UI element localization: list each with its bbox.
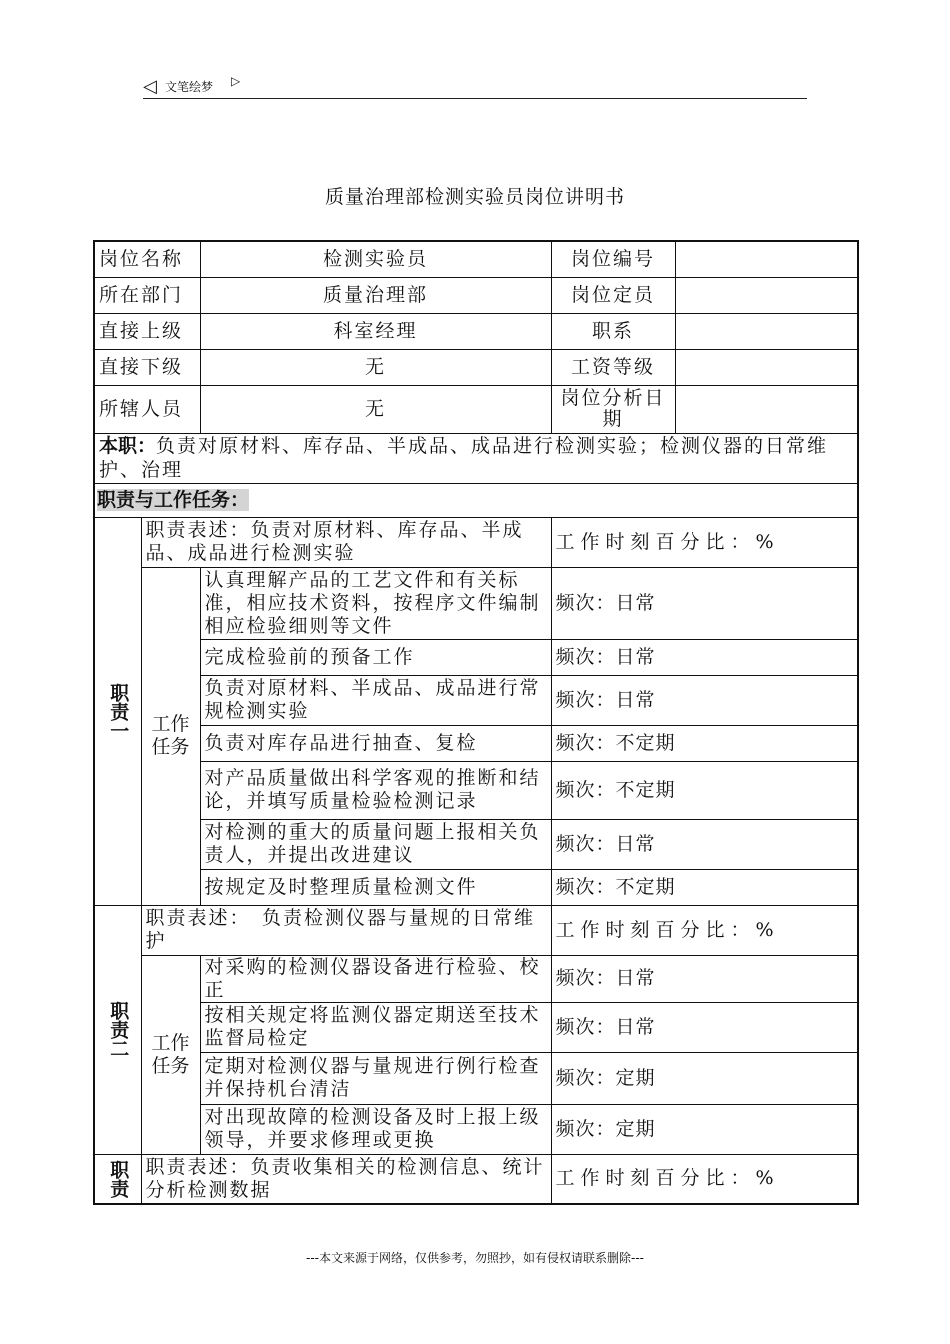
duty-side-label: 职责二 [94,905,141,1154]
info-row [94,277,858,313]
label-position-name: 岗位名称 [94,241,200,277]
label-position-number: 岗位编号 [551,241,675,277]
task-text: 对采购的检测仪器设备进行检验、校正 [200,955,551,1002]
duty-side-label: 职责 [94,1154,141,1204]
task-frequency: 频次：定期 [551,1104,858,1154]
task-frequency: 频次：日常 [551,675,858,725]
info-row [94,385,858,433]
task-row [94,1002,858,1052]
duty-summary [94,433,858,483]
triangle-left-icon: ◁ [143,76,157,97]
value-direct-subordinate: 无 [200,349,551,385]
task-row [94,955,858,1002]
value-analysis-date [675,385,858,433]
task-label-text: 工作任务 [151,713,190,758]
duty-statement: 职责表述： 负责检测仪器与量规的日常维护 [141,905,551,955]
task-frequency: 频次：不定期 [551,761,858,819]
task-text: 完成检验前的预备工作 [200,639,551,675]
task-text: 按规定及时整理质量检测文件 [200,869,551,905]
task-text: 对检测的重大的质量问题上报相关负责人，并提出改进建议 [200,819,551,869]
info-row [94,313,858,349]
task-frequency: 频次：日常 [551,567,858,639]
task-text: 认真理解产品的工艺文件和有关标准，相应技术资料，按程序文件编制相应检验细则等文件 [200,567,551,639]
time-percentage: 工作时刻百分比：% [551,905,858,955]
task-frequency: 频次：日常 [551,639,858,675]
responsibilities-header-row [94,483,858,517]
task-row [94,869,858,905]
task-text: 定期对检测仪器与量规进行例行检查并保持机台清洁 [200,1052,551,1104]
job-description-table [93,240,859,1205]
duty-statement-row [94,905,858,955]
task-label-text: 工作任务 [151,1031,190,1077]
value-position-number [675,241,858,277]
duty-summary-text: 负责对原材料、库存品、半成品、成品进行检测实验；检测仪器的日常维护、治理 [99,435,829,481]
label-position-quota: 岗位定员 [551,277,675,313]
task-frequency: 频次：定期 [551,1052,858,1104]
task-text: 对产品质量做出科学客观的推断和结论，并填写质量检验检测记录 [200,761,551,819]
page-header [143,74,807,99]
value-staff: 无 [200,385,551,433]
task-label [141,567,200,905]
info-row [94,349,858,385]
time-percentage: 工作时刻百分比：% [551,517,858,567]
responsibilities-header: 职责与工作任务： [97,488,250,511]
duty-statement-row [94,1154,858,1204]
duty-statement: 职责表述：负责收集相关的检测信息、统计分析检测数据 [141,1154,551,1204]
duty-statement-row [94,517,858,567]
document-title: 质量治理部检测实验员岗位讲明书 [324,186,625,208]
responsibilities-header-cell [94,483,858,517]
task-label [141,955,200,1154]
label-analysis-date: 岗位分析日期 [551,385,675,433]
page-footer: ---本文来源于网络，仅供参考，勿照抄，如有侵权请联系删除--- [306,1251,644,1265]
time-percentage: 工作时刻百分比：% [551,1154,858,1204]
value-department: 质量治理部 [200,277,551,313]
value-position-quota [675,277,858,313]
task-text: 按相关规定将监测仪器定期送至技术监督局检定 [200,1002,551,1052]
task-frequency: 频次：不定期 [551,725,858,761]
triangle-right-icon: ▷ [231,74,241,88]
task-row [94,1104,858,1154]
duty-summary-row [94,433,858,483]
task-text: 负责对原材料、半成品、成品进行常规检测实验 [200,675,551,725]
label-job-series: 职系 [551,313,675,349]
task-frequency: 频次：日常 [551,1002,858,1052]
task-frequency: 频次：不定期 [551,869,858,905]
task-frequency: 频次：日常 [551,819,858,869]
label-wage-grade: 工资等级 [551,349,675,385]
value-direct-superior: 科室经理 [200,313,551,349]
task-row [94,819,858,869]
task-row [94,639,858,675]
label-direct-subordinate: 直接下级 [94,349,200,385]
label-direct-superior: 直接上级 [94,313,200,349]
task-row [94,761,858,819]
value-wage-grade [675,349,858,385]
task-text: 对出现故障的检测设备及时上报上级领导，并要求修理或更换 [200,1104,551,1154]
task-row [94,725,858,761]
value-position-name: 检测实验员 [200,241,551,277]
task-row [94,567,858,639]
label-staff: 所辖人员 [94,385,200,433]
task-row [94,1052,858,1104]
task-frequency: 频次：日常 [551,955,858,1002]
duty-statement: 职责表述：负责对原材料、库存品、半成品、成品进行检测实验 [141,517,551,567]
duty-summary-label: 本职： [99,435,157,457]
task-row [94,675,858,725]
info-row [94,241,858,277]
label-department: 所在部门 [94,277,200,313]
duty-side-label: 职责一 [94,517,141,905]
task-text: 负责对库存品进行抽查、复检 [200,725,551,761]
header-brand: 文笔绘梦 [165,80,214,94]
value-job-series [675,313,858,349]
